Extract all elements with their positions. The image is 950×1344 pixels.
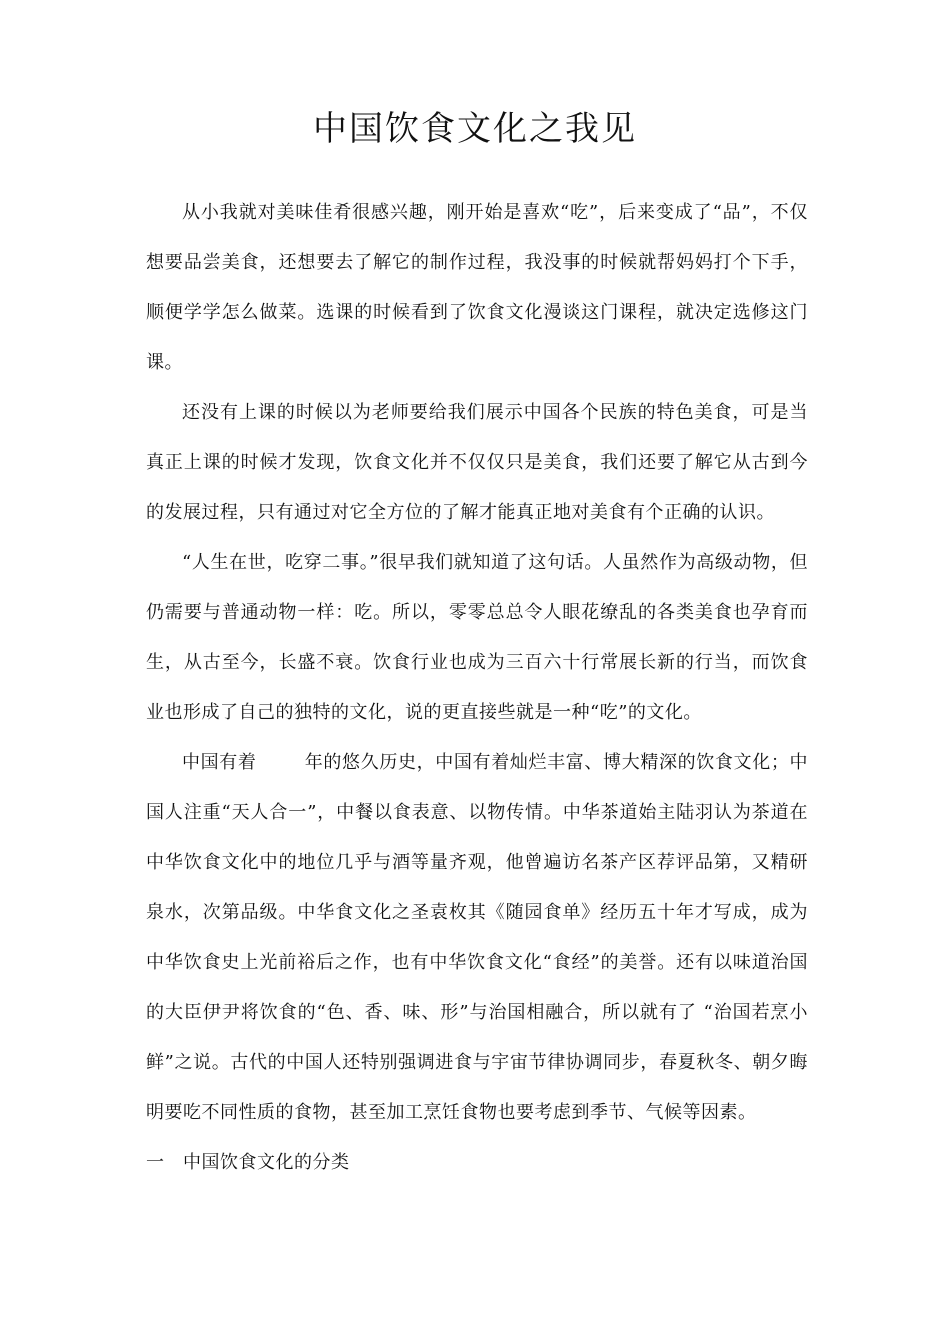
paragraph-4-rest: 年的悠久历史，中国有着灿烂丰富、博大精深的饮食文化；中国人注重“天人合一”，中餐以食表意、以物传情。中华茶道始主陆羽认为茶道在中华饮食文化中的地位几乎与酒等量齐观，他曾遍访名茶产区荐评品第，又精研泉水，次第品级。中华食文化之圣袁枚其《随园食单》经历五十年才写成，成为中华饮食史上光前裕后之作，也有中华饮食文化“食经”的美誉。还有以味道治国的大臣伊尹将饮食的“色、香、味、形”与治国相融合，所以就有了 “治国若烹小鲜”之说。古代的中国人还特别强调进食与宇宙节律协调同步，春夏秋冬、朝夕晦明要吃不同性质的食物，甚至加工烹饪食物也要考虑到季节、气候等因素。 bbox=[146, 752, 809, 1123]
paragraph-4-start: 中国有着 bbox=[182, 752, 257, 773]
document-title: 中国饮食文化之我见 bbox=[313, 109, 637, 149]
document-body bbox=[146, 188, 808, 1188]
section-heading: 一 中国饮食文化的分类 bbox=[146, 1152, 350, 1173]
paragraph-2: 还没有上课的时候以为老师要给我们展示中国各个民族的特色美食，可是当真正上课的时候才发现，饮食文化并不仅仅只是美食，我们还要了解它从古到今的发展过程，只有通过对它全方位的了解才能真正地对美食有个正确的认识。 bbox=[146, 402, 808, 523]
paragraph-4 bbox=[146, 738, 808, 1138]
paragraph-3: “人生在世，吃穿二事。”很早我们就知道了这句话。人虽然作为高级动物，但仍需要与普通动物一样：吃。所以，零零总总令人眼花缭乱的各类美食也孕育而生，从古至今，长盛不衰。饮食行业也成为三百六十行常展长新的行当，而饮食业也形成了自己的独特的文化，说的更直接些就是一种“吃”的文化。 bbox=[146, 552, 808, 723]
paragraph-1: 从小我就对美味佳肴很感兴趣，刚开始是喜欢“吃”，后来变成了“品”，不仅想要品尝美食，还想要去了解它的制作过程，我没事的时候就帮妈妈打个下手，顺便学学怎么做菜。选课的时候看到了饮食文化漫谈这门课程，就决定选修这门课。 bbox=[146, 202, 808, 373]
